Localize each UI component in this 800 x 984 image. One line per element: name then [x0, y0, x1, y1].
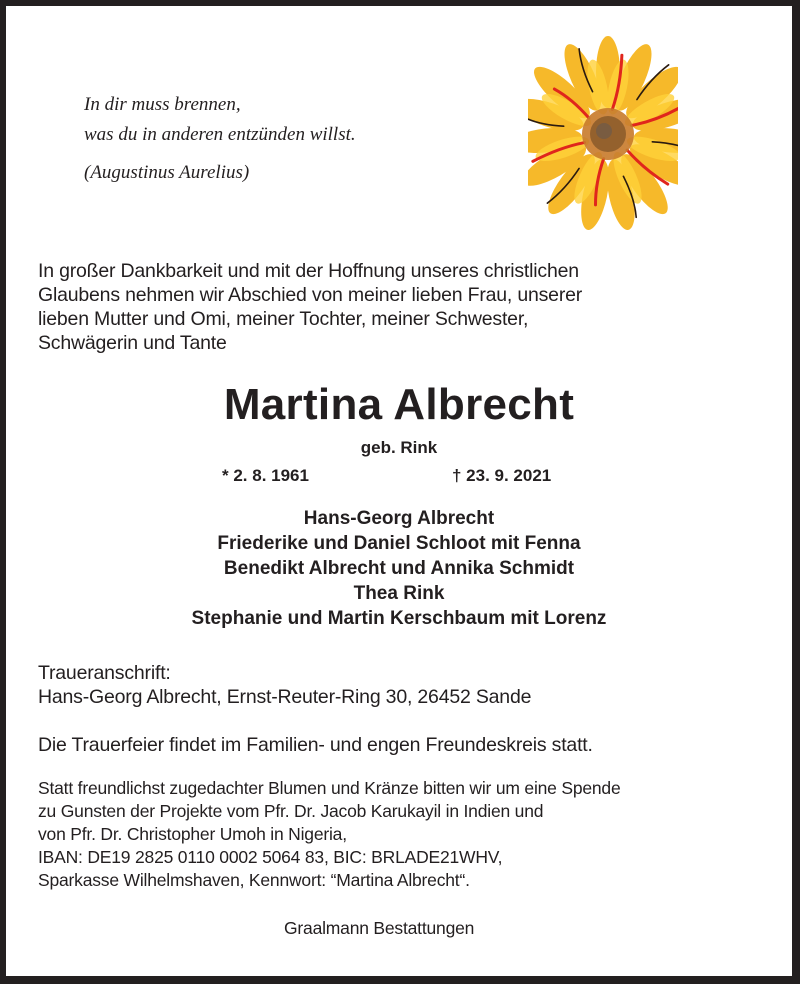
intro-line-1: In großer Dankbarkeit und mit der Hoffnung unseres christlichen — [38, 260, 579, 282]
sunflower-icon — [528, 34, 678, 244]
address-label: Traueranschrift: — [38, 662, 171, 684]
maiden-name: geb. Rink — [360, 438, 438, 457]
intro-line-4: Schwägerin und Tante — [38, 332, 227, 354]
mourner: Stephanie und Martin Kerschbaum mit Lorenz — [191, 608, 607, 629]
donation-line-4: IBAN: DE19 2825 0110 0002 5064 83, BIC: BRLADE21WHV, — [38, 847, 503, 867]
quote-line-1: In dir muss brennen, — [84, 94, 241, 115]
obituary-page — [6, 6, 792, 976]
deceased-name: Martina Albrecht — [223, 380, 575, 429]
ceremony-note: Die Trauerfeier findet im Familien- und engen Freundeskreis statt. — [38, 734, 593, 756]
donation-line-1: Statt freundlichst zugedachter Blumen und Kränze bitten wir um eine Spende — [38, 778, 621, 798]
mourner: Thea Rink — [353, 583, 445, 604]
donation-line-2: zu Gunsten der Projekte vom Pfr. Dr. Jacob Karukayil in Indien und — [38, 801, 544, 821]
quote-line-2: was du in anderen entzünden willst. — [84, 124, 356, 145]
death-date: † 23. 9. 2021 — [452, 466, 552, 485]
quote-author: (Augustinus Aurelius) — [84, 162, 250, 183]
intro-line-2: Glaubens nehmen wir Abschied von meiner lieben Frau, unserer — [38, 284, 583, 306]
donation-line-5: Sparkasse Wilhelmshaven, Kennwort: “Martina Albrecht“. — [38, 870, 470, 890]
undertaker: Graalmann Bestattungen — [284, 918, 475, 938]
mourner: Hans-Georg Albrecht — [303, 508, 495, 529]
mourner: Friederike und Daniel Schloot mit Fenna — [217, 533, 581, 554]
mourner: Benedikt Albrecht und Annika Schmidt — [223, 558, 575, 579]
intro-line-3: lieben Mutter und Omi, meiner Tochter, meiner Schwester, — [38, 308, 529, 330]
donation-line-3: von Pfr. Dr. Christopher Umoh in Nigeria, — [38, 824, 347, 844]
birth-date: * 2. 8. 1961 — [222, 466, 309, 485]
address-value: Hans-Georg Albrecht, Ernst-Reuter-Ring 30, 26452 Sande — [38, 686, 532, 708]
